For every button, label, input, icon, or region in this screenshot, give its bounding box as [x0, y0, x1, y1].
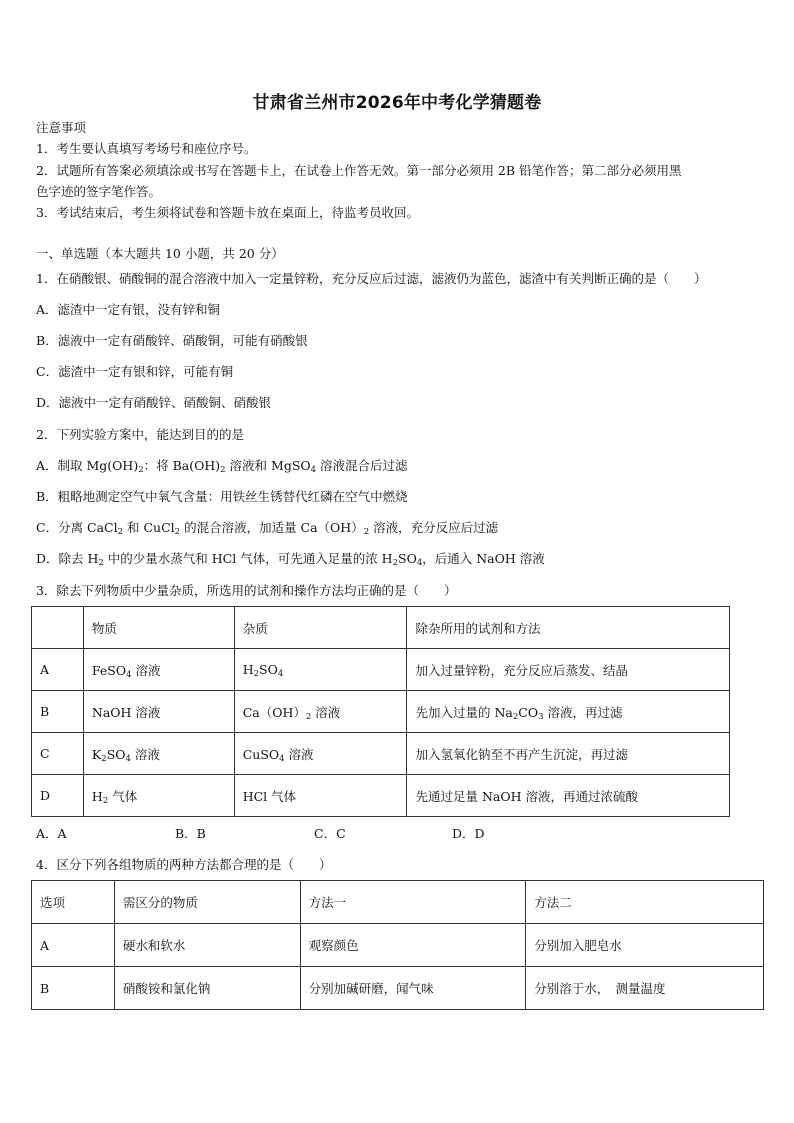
impurity-cell: $H_2SO_4$	[234, 649, 407, 691]
table-cell: 硬水和软水	[114, 924, 300, 967]
impurity-cell: HCl 气体	[234, 775, 407, 817]
substance-cell: FeSO$_4$ 溶液	[83, 649, 234, 691]
row-key: B	[32, 691, 84, 733]
table-header-cell: 杂质	[234, 607, 407, 649]
question-1-option-c: C．滤渣中一定有银和锌，可能有铜	[36, 364, 234, 379]
method-cell: 先加入过量的 $Na_2CO_3$ 溶液，再过滤	[407, 691, 730, 733]
table-header-cell: 除杂所用的试剂和方法	[407, 607, 730, 649]
table-header-cell: 物质	[83, 607, 234, 649]
row-key: C	[32, 733, 84, 775]
method-cell: 加入过量锌粉，充分反应后蒸发、结晶	[407, 649, 730, 691]
notice-item: 3．考试结束后，考生须将试卷和答题卡放在桌面上，待监考员收回。	[36, 205, 419, 220]
substance-cell: NaOH 溶液	[83, 691, 234, 733]
question-3-option-d: D．D	[452, 826, 485, 841]
substance-cell: $K_2SO_4$ 溶液	[83, 733, 234, 775]
notice-heading: 注意事项	[36, 120, 87, 135]
table-header-row	[32, 881, 764, 924]
row-key: A	[32, 924, 115, 967]
question-1-option-a: A．滤渣中一定有银，没有锌和铜	[36, 302, 221, 317]
question-2-option-d: D．除去 $H_2$ 中的少量水蒸气和 HCl 气体，可先通入足量的浓 $H_2SO_4$，后通入 NaOH 溶液	[36, 551, 545, 568]
question-2-option-a: A．制取 $Mg(OH)_2$：将 $Ba(OH)_2$ 溶液和 MgSO$_4$ 溶液混合后过滤	[36, 458, 408, 475]
question-1-stem: 1．在硝酸银、硝酸铜的混合溶液中加入一定量锌粉，充分反应后过滤，滤液仍为蓝色，滤渣中有关判断正确的是（ ）	[36, 271, 707, 286]
question-2-option-c: C．分离 CaCl$_2$ 和 CuCl$_2$ 的混合溶液，加适量 $Ca(OH)_2$ 溶液，充分反应后过滤	[36, 520, 499, 537]
question-1-option-d: D．滤液中一定有硝酸锌、硝酸铜、硝酸银	[36, 395, 272, 410]
table-row	[32, 924, 764, 967]
table-header-cell: 选项	[32, 881, 115, 924]
table-row	[32, 733, 730, 775]
row-key: A	[32, 649, 84, 691]
notice-item: 2．试题所有答案必须填涂或书写在答题卡上，在试卷上作答无效。第一部分必须用 2B 铅笔作答；第二部分必须用黑	[36, 163, 682, 178]
table-cell: 分别加碱研磨，闻气味	[300, 967, 526, 1010]
question-2-stem: 2．下列实验方案中，能达到目的的是	[36, 427, 244, 442]
section-heading: 一、单选题（本大题共 10 小题，共 20 分）	[36, 246, 284, 261]
question-3-option-c: C．C	[314, 826, 346, 841]
table-row	[32, 775, 730, 817]
table-row	[32, 649, 730, 691]
notice-item: 色字迹的签字笔作答。	[36, 184, 162, 199]
table-cell: 分别加入肥皂水	[526, 924, 764, 967]
question-3-option-b: B．B	[175, 826, 206, 841]
table-header-cell: 方法一	[300, 881, 526, 924]
row-key: D	[32, 775, 84, 817]
method-cell: 加入氢氧化钠至不再产生沉淀，再过滤	[407, 733, 730, 775]
page-title: 甘肃省兰州市2026年中考化学猜题卷	[252, 93, 542, 113]
table-row	[32, 967, 764, 1010]
question-3-stem: 3．除去下列物质中少量杂质，所选用的试剂和操作方法均正确的是（ ）	[36, 583, 457, 598]
row-key: B	[32, 967, 115, 1010]
table-row	[32, 691, 730, 733]
table-cell: 分别溶于水， 测量温度	[526, 967, 764, 1010]
substance-cell: $H_2$ 气体	[83, 775, 234, 817]
table-header-cell	[32, 607, 84, 649]
table-cell: 观察颜色	[300, 924, 526, 967]
question-2-option-b: B．粗略地测定空气中氧气含量：用铁丝生锈替代红磷在空气中燃烧	[36, 489, 408, 504]
method-cell: 先通过足量 NaOH 溶液，再通过浓硫酸	[407, 775, 730, 817]
question-3-table	[31, 606, 730, 817]
question-4-stem: 4．区分下列各组物质的两种方法都合理的是（ ）	[36, 857, 332, 872]
table-cell: 硝酸铵和氯化钠	[114, 967, 300, 1010]
question-3-option-a: A．A	[36, 826, 67, 841]
table-header-cell: 需区分的物质	[114, 881, 300, 924]
question-1-option-b: B．滤液中一定有硝酸锌、硝酸铜，可能有硝酸银	[36, 333, 308, 348]
impurity-cell: $Ca(OH)_2$ 溶液	[234, 691, 407, 733]
impurity-cell: CuSO$_4$ 溶液	[234, 733, 407, 775]
notice-item: 1．考生要认真填写考场号和座位序号。	[36, 141, 257, 156]
table-header-row	[32, 607, 730, 649]
question-4-table	[31, 880, 764, 1010]
table-header-cell: 方法二	[526, 881, 764, 924]
